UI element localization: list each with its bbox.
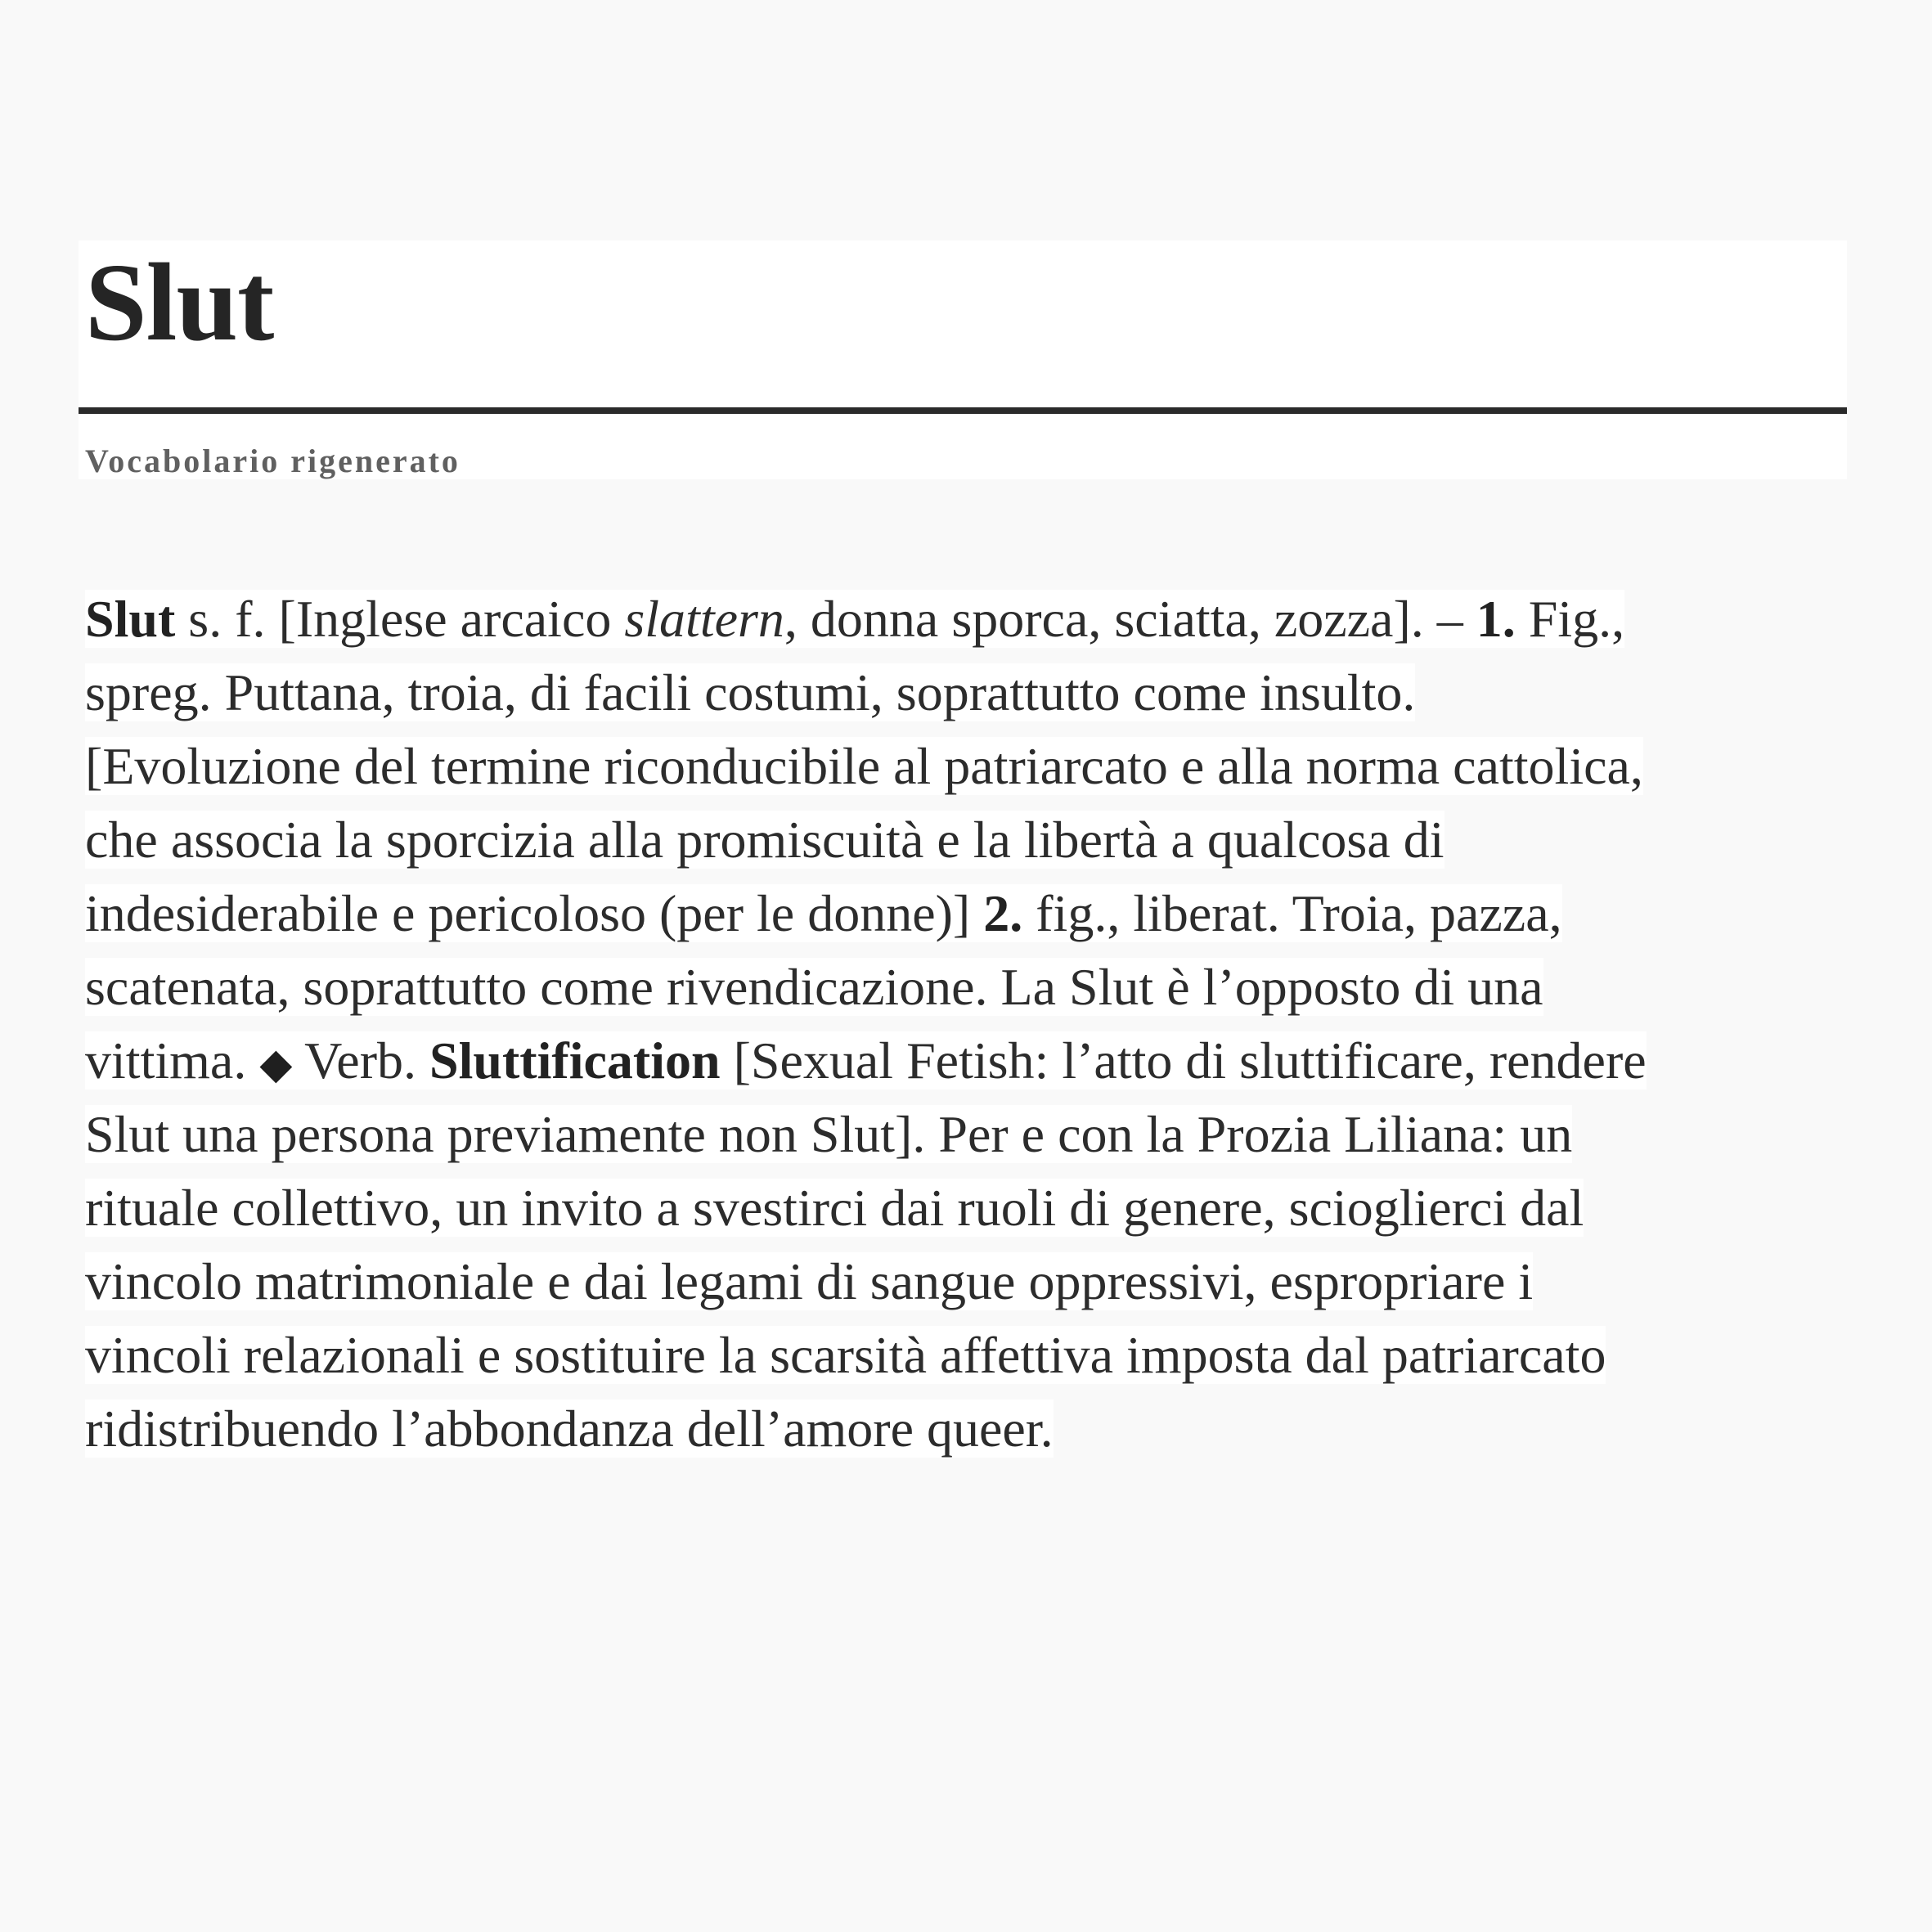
sense-2-number: 2. — [983, 884, 1023, 942]
definition-line: Slut una persona previamente non Slut]. Per e con la Prozia Liliana: un — [85, 1105, 1573, 1163]
definition-line: ridistribuendo l’abbondanza dell’amore queer. — [85, 1400, 1054, 1458]
definition-line: spreg. Puttana, troia, di facili costumi, soprattutto come insulto. — [85, 663, 1416, 721]
definition-line: che associa la sporcizia alla promiscuità e la libertà a qualcosa di — [85, 811, 1445, 869]
sense-1-number: 1. — [1476, 590, 1516, 648]
definition-headword: Slut — [85, 590, 176, 648]
title-divider — [79, 407, 1847, 414]
definition-line: vincoli relazionali e sostituire la scarsità affettiva imposta dal patriarcato — [85, 1326, 1606, 1384]
definition-line: Slut s. f. [Inglese arcaico slattern, donna sporca, sciatta, zozza]. – 1. Fig., — [85, 590, 1625, 648]
derived-term: Sluttification — [429, 1031, 721, 1090]
definition-line: vittima. ◆ Verb. Sluttification [Sexual Fetish: l’atto di sluttificare, rendere — [85, 1031, 1647, 1090]
etymon: slattern — [624, 590, 784, 648]
definition-line: scatenata, soprattutto come rivendicazione. La Slut è l’opposto di una — [85, 958, 1543, 1016]
definition-text — [85, 582, 1917, 1466]
definition-line: indesiderabile e pericoloso (per le donne)] 2. fig., liberat. Troia, pazza, — [85, 884, 1562, 942]
definition-line: vincolo matrimoniale e dai legami di sangue oppressivi, espropriare i — [85, 1252, 1534, 1310]
definition-line: rituale collettivo, un invito a svestirci dai ruoli di genere, scioglierci dal — [85, 1179, 1584, 1237]
entry-subtitle: Vocabolario rigenerato — [85, 443, 461, 479]
definition-line: [Evoluzione del termine riconducibile al patriarcato e alla norma cattolica, — [85, 737, 1643, 795]
entry-title: Slut — [85, 241, 274, 364]
diamond-icon: ◆ — [259, 1041, 293, 1088]
